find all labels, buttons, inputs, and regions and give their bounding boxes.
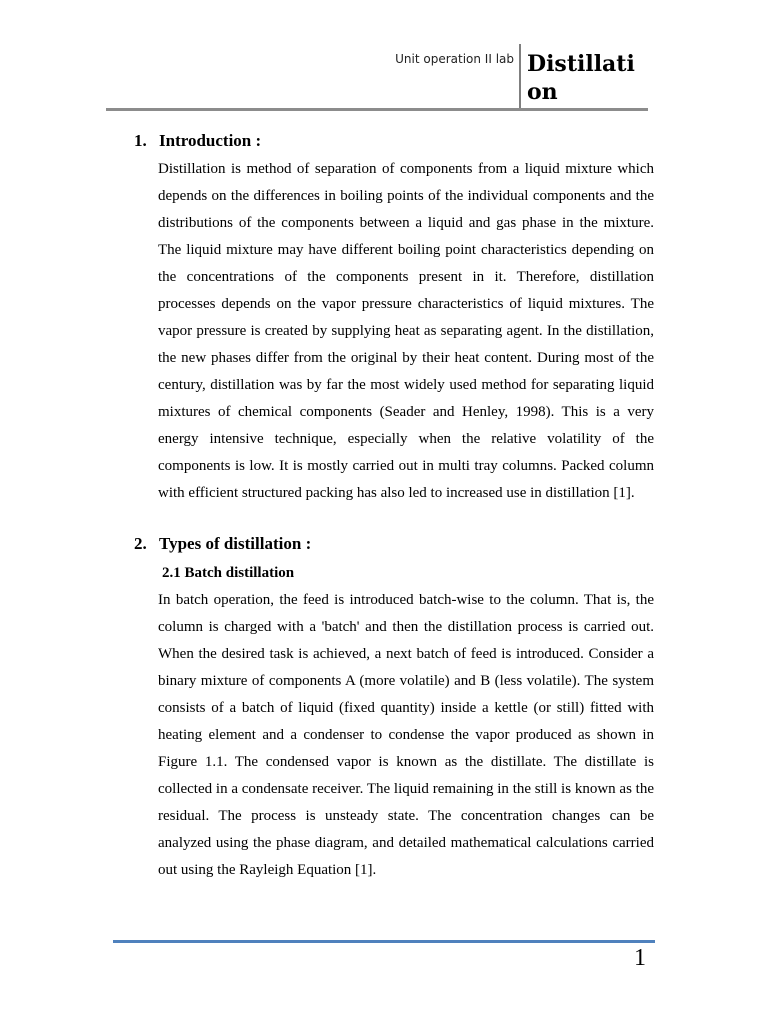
batch-distillation-paragraph: In batch operation, the feed is introduced batch-wise to the column. That is, the column is charged with a 'batch' and then the distillation process is carried out. When the desired task is achieved, a next batch of feed is introduced. Consider a binary mixture of components A (more volatile) and B (less volatile). The system consists of a batch of liquid (fixed quantity) inside a kettle (or still) fitted with heating element and a condenser to condense the vapor produced as shown in Figure 1.1. The condensed vapor is known as the distillate. The distillate is collected in a condensate receiver. The liquid remaining in the still is known as the residual. The process is unsteady state. The concentration changes can be analyzed using the phase diagram, and detailed mathematical calculations carried out using the Rayleigh Equation [1]. bbox=[158, 592, 654, 878]
header-lab-name: Unit operation II lab bbox=[395, 52, 514, 66]
header-rule bbox=[106, 108, 648, 111]
subsection-heading-batch: 2.1 Batch distillation bbox=[162, 565, 295, 581]
header-divider bbox=[519, 44, 521, 110]
page-number: 1 bbox=[634, 945, 646, 971]
section-number: 2. bbox=[134, 534, 147, 553]
section-title: Types of distillation : bbox=[159, 534, 312, 553]
footer-rule bbox=[113, 940, 655, 943]
section-title: Introduction : bbox=[159, 131, 262, 150]
header-title: Distillation bbox=[527, 51, 635, 105]
section-heading-types bbox=[134, 534, 311, 554]
section-number: 1. bbox=[134, 131, 147, 150]
section-heading-introduction bbox=[134, 131, 261, 151]
introduction-paragraph: Distillation is method of separation of components from a liquid mixture which depends on the differences in boiling points of the individual components and the distributions of the components between a liquid and gas phase in the mixture. The liquid mixture may have different boiling point characteristics depending on the concentrations of the components present in it. Therefore, distillation processes depends on the vapor pressure characteristics of liquid mixtures. The vapor pressure is created by supplying heat as separating agent. In the distillation, the new phases differ from the original by their heat content. During most of the century, distillation was by far the most widely used method for separating liquid mixtures of chemical components (Seader and Henley, 1998). This is a very energy intensive technique, especially when the relative volatility of the components is low. It is mostly carried out in multi tray columns. Packed column with efficient structured packing has also led to increased use in distillation [1]. bbox=[158, 161, 654, 501]
